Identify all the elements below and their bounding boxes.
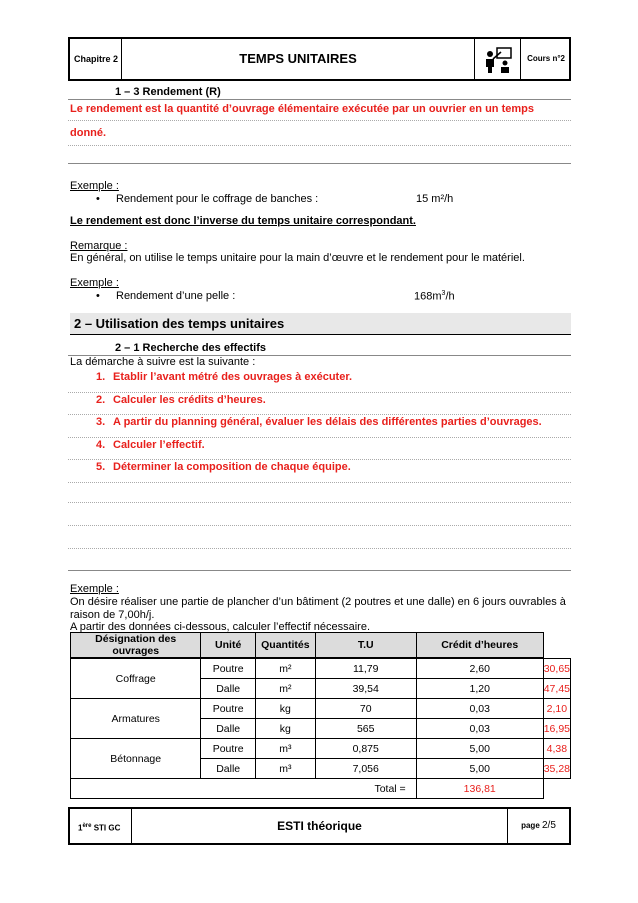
part-cell: Dalle [201,679,256,699]
divider [68,525,571,526]
chapter-label: Chapitre 2 [70,39,122,79]
credit-cell: 2,10 [543,699,570,719]
rendement-heading: 1 – 3 Rendement (R) [115,86,221,98]
tu-cell: 0,03 [416,699,543,719]
divider [68,120,571,121]
remark-label: Remarque : [70,240,128,252]
credit-cell: 16,95 [543,719,570,739]
part-cell: Dalle [201,719,256,739]
unit-cell: kg [255,699,315,719]
section2-intro: La démarche à suivre est la suivante : [70,356,256,368]
definition-line2: donné. [70,127,107,139]
qty-cell: 70 [315,699,416,719]
group-name: Armatures [71,699,201,739]
tu-cell: 0,03 [416,719,543,739]
group-name: Coffrage [71,659,201,699]
exercise-line1: On désire réaliser une partie de plancher d’un bâtiment (2 poutres et une dalle) en 6 jours ouvrables à [70,596,566,608]
tu-cell: 5,00 [416,759,543,779]
unit-cell: m² [255,679,315,699]
qty-cell: 7,056 [315,759,416,779]
group-name: Bétonnage [71,739,201,779]
qty-cell: 565 [315,719,416,739]
divider [68,99,571,100]
qty-cell: 0,875 [315,739,416,759]
page-number: page 2/5 [507,809,569,843]
page-footer [68,807,571,845]
total-value: 136,81 [416,779,543,799]
step-item: 1. Etablir l’avant métré des ouvrages à exécuter. [96,371,353,383]
divider [68,459,571,460]
example-item: • Rendement pour le coffrage de banches : [116,193,318,205]
divider [68,437,571,438]
unit-cell: m² [255,659,315,679]
divider [68,548,571,549]
total-label: Total = [71,779,417,799]
step-item: 4. Calculer l’effectif. [96,438,205,451]
column-header: Désignation des ouvrages [71,633,201,658]
unit-cell: m³ [255,759,315,779]
course-label: Cours n°2 [527,54,565,63]
table-row [71,699,571,719]
column-header: Unité [201,633,256,658]
part-cell: Dalle [201,759,256,779]
tu-cell: 1,20 [416,679,543,699]
divider [68,392,571,393]
part-cell: Poutre [201,739,256,759]
table-header-row [71,633,571,658]
section2-title: 2 – Utilisation des temps unitaires [70,313,571,335]
credit-cell: 30,65 [543,659,570,679]
divider [68,482,571,483]
section2-subheading: 2 – 1 Recherche des effectifs [115,342,267,354]
unit-cell: m³ [255,739,315,759]
qty-cell: 39,54 [315,679,416,699]
divider [68,145,571,146]
subject-label: ESTI théorique [277,819,362,833]
example2-item: • Rendement d’une pelle : [116,290,235,302]
tu-cell: 2,60 [416,659,543,679]
part-cell: Poutre [201,699,256,719]
divider [68,570,571,571]
page-header [68,37,571,81]
exercise-label: Exemple : [70,583,119,595]
example2-label: Exemple : [70,277,119,289]
credit-cell: 47,45 [543,679,570,699]
example-value: 15 m²/h [416,193,454,205]
unit-cell: kg [255,719,315,739]
exercise-line2: raison de 7,00h/j. [70,609,155,621]
class-label: 1ère STI GC [70,809,132,843]
part-cell: Poutre [201,659,256,679]
credit-cell: 35,28 [543,759,570,779]
page-title: TEMPS UNITAIRES [239,51,357,66]
table-total-row [71,779,571,799]
table-row [71,659,571,679]
divider [68,163,571,164]
credit-cell: 4,38 [543,739,570,759]
step-item: 2. Calculer les crédits d’heures. [96,393,266,406]
teacher-board-icon [474,39,521,79]
remark-text: En général, on utilise le temps unitaire pour la main d’œuvre et le rendement pour le matériel. [70,252,525,264]
step-item: 3. A partir du planning général, évaluer les délais des différentes parties d’ouvrages. [96,416,542,428]
tu-cell: 5,00 [416,739,543,759]
data-table [70,632,571,799]
divider [68,414,571,415]
exercise-line3: A partir des données ci-dessous, calculer l’effectif nécessaire. [70,621,371,633]
divider [68,502,571,503]
column-header: Quantités [255,633,315,658]
definition-line1: Le rendement est la quantité d’ouvrage élémentaire exécutée par un ouvrier en un temps [70,103,534,115]
table-row [71,739,571,759]
steps-list [70,370,542,483]
column-header: Crédit d’heures [416,633,543,658]
example2-value: $168m^3/h$ [414,290,455,303]
inverse-statement: Le rendement est donc l’inverse du temps unitaire correspondant. [70,215,416,227]
step-item: 5. Déterminer la composition de chaque équipe. [96,461,351,473]
column-header: T.U [315,633,416,658]
qty-cell: 11,79 [315,659,416,679]
example-label: Exemple : [70,180,119,192]
